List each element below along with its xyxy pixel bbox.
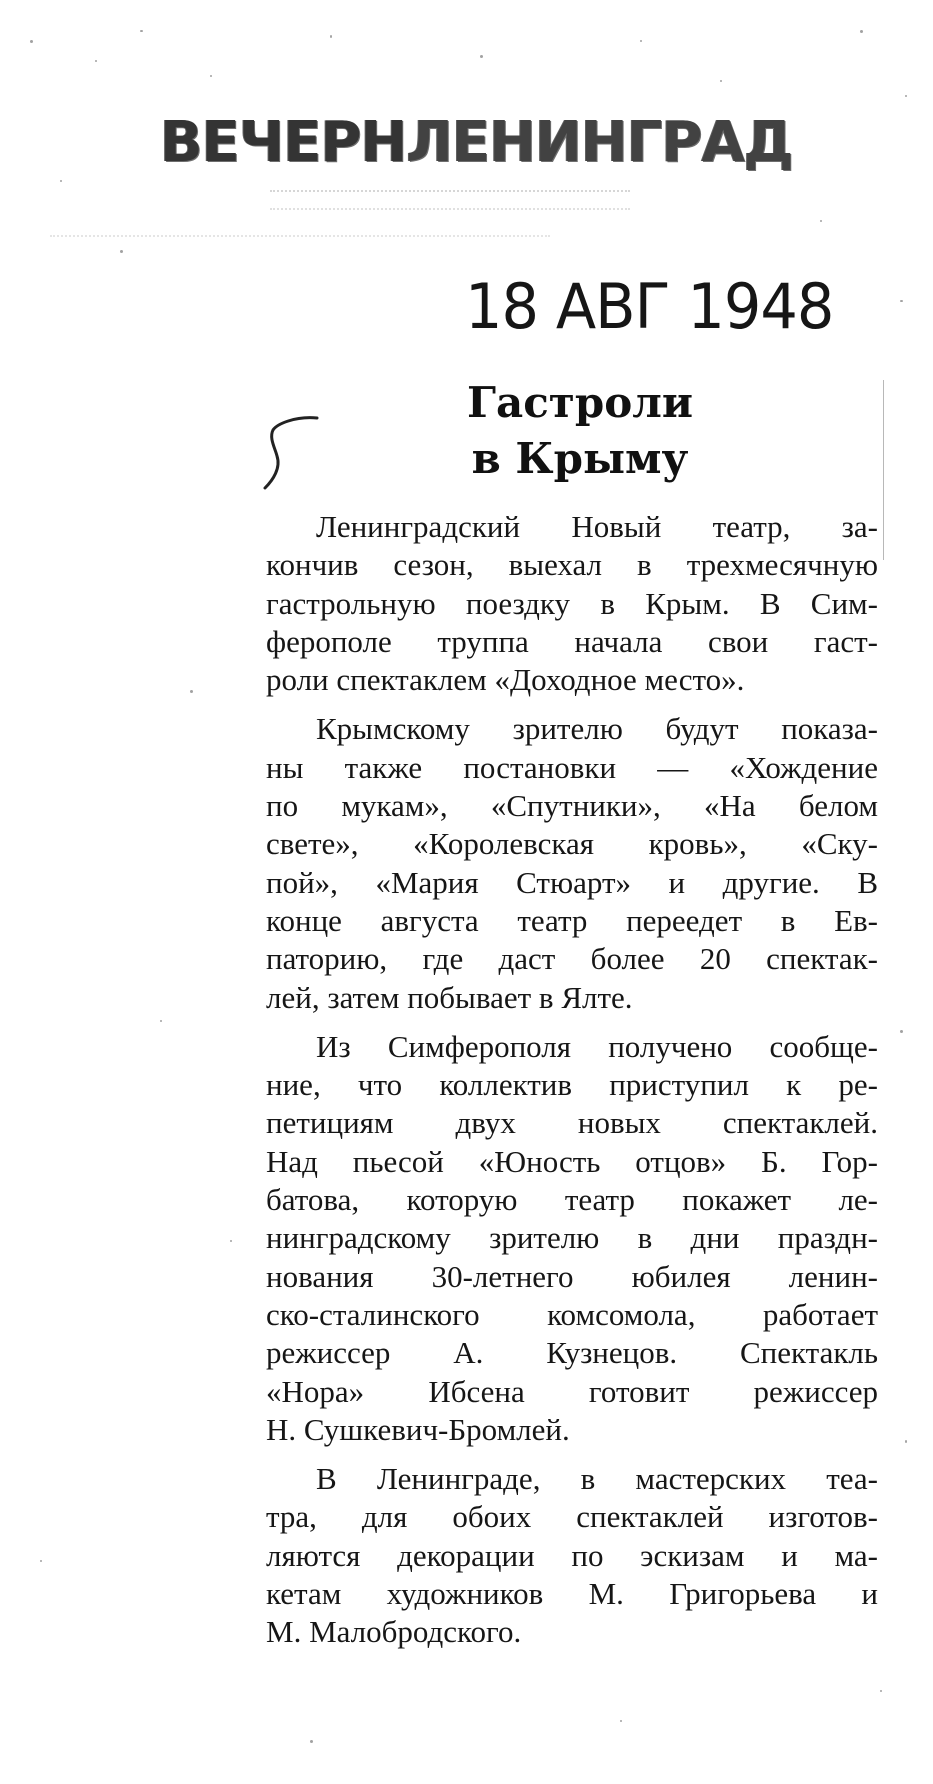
article-line: ны также постановки — «Хождение xyxy=(266,749,878,785)
newspaper-masthead xyxy=(160,108,793,178)
article-line: конце августа театр переедет в Ев- xyxy=(266,902,878,938)
article-line: пой», «Мария Стюарт» и другие. В xyxy=(266,864,878,900)
article-line: ляются декорации по эскизам и ма- xyxy=(266,1537,878,1573)
article-line: Крымскому зрителю будут показа- xyxy=(316,711,878,747)
article-line: роли спектаклем «Доходное место». xyxy=(266,662,745,698)
article-line: Из Симферополя получено сообще- xyxy=(316,1028,878,1064)
article-body xyxy=(266,508,878,1663)
article-line: тра, для обоих спектаклей изготов- xyxy=(266,1499,878,1535)
masthead-right: ЛЕНИНГРАД xyxy=(406,110,793,175)
article-line: «Нора» Ибсена готовит режиссер xyxy=(266,1373,878,1409)
article-line: нования 30-летнего юбилея ленин- xyxy=(266,1258,878,1294)
article-line: ферополе труппа начала свои гаст- xyxy=(266,623,878,659)
handwritten-mark xyxy=(255,408,325,498)
date-stamp: 18 АВГ 1948 xyxy=(465,270,834,343)
article-line: гастрольную поездку в Крым. В Сим- xyxy=(266,585,878,621)
article-line: Над пьесой «Юность отцов» Б. Гор- xyxy=(266,1143,878,1179)
article-line: паторию, где даст более 20 спектак- xyxy=(266,941,878,977)
article-line: режиссер А. Кузнецов. Спектакль xyxy=(266,1335,878,1371)
article-line: кетам художников М. Григорьева и xyxy=(266,1576,878,1612)
article-headline xyxy=(420,375,740,487)
article-line: по мукам», «Спутники», «На белом xyxy=(266,788,878,824)
article-line: нинградскому зрителю в дни праздн- xyxy=(266,1220,878,1256)
masthead-left: ВЕЧЕРН xyxy=(160,110,407,175)
headline-line-2: в Крыму xyxy=(471,434,689,483)
article-line: ние, что коллектив приступил к ре- xyxy=(266,1067,878,1103)
article-line: Ленинградский Новый театр, за- xyxy=(316,509,878,544)
article-paragraph xyxy=(266,508,878,699)
headline-line-1: Гастроли xyxy=(467,378,693,427)
article-paragraph xyxy=(266,1028,878,1449)
article-line: петициям двух новых спектаклей. xyxy=(266,1105,878,1141)
article-paragraph xyxy=(266,1460,878,1651)
article-line: кончив сезон, выехал в трехмесячную xyxy=(266,547,878,583)
article-line: лей, затем побывает в Ялте. xyxy=(266,979,633,1015)
article-line: ско-сталинского комсомола, работает xyxy=(266,1296,878,1332)
article-line: Н. Сушкевич-Бромлей. xyxy=(266,1411,570,1447)
article-line: свете», «Королевская кровь», «Ску- xyxy=(266,826,878,862)
article-paragraph xyxy=(266,710,878,1016)
masthead-subtitle-faded xyxy=(270,190,630,210)
article-line: В Ленинграде, в мастерских теа- xyxy=(316,1461,878,1497)
article-line: М. Малобродского. xyxy=(266,1614,522,1650)
masthead-faded-line xyxy=(50,235,550,245)
column-rule xyxy=(883,380,884,560)
article-line: батова, которую театр покажет ле- xyxy=(266,1182,878,1218)
